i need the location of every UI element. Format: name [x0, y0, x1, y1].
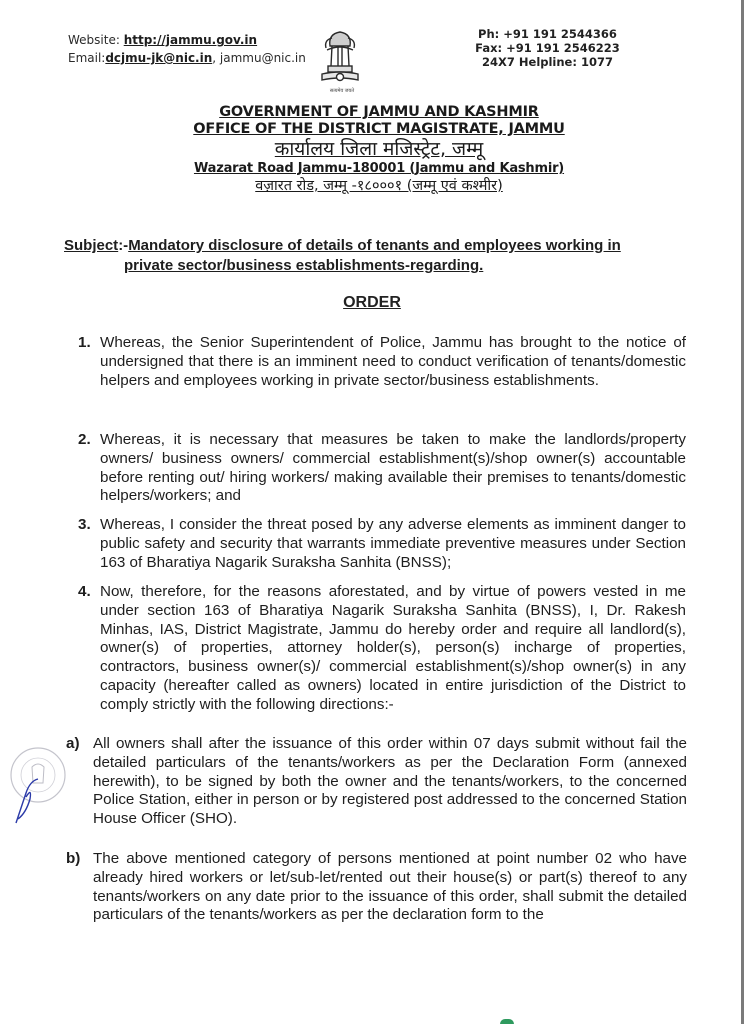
paragraph-4	[78, 583, 686, 715]
direction-a	[66, 735, 687, 829]
letterhead-contact-left	[68, 31, 306, 67]
signature-icon	[16, 779, 38, 823]
subject-line-2: private sector/business establishments-regarding.	[124, 257, 484, 274]
office-address-hindi: वज़ारत रोड, जम्मू -१८०००१ (जम्मू एवं कश्मीर)	[255, 178, 503, 194]
district-magistrate-seal-icon	[8, 735, 66, 825]
paragraph-text: Whereas, it is necessary that measures be taken to make the landlords/property owners/ business owners/ commercial establishment(s)/shop owner(s) accountable before renting out/ hiring workers/ making available their premises to tenants/domestic helpers/workers; and	[100, 431, 686, 505]
email-primary-link[interactable]: dcjmu-jk@nic.in	[105, 51, 213, 65]
direction-label: a)	[66, 735, 80, 752]
direction-b	[66, 850, 687, 925]
order-heading: ORDER	[343, 294, 401, 311]
letterhead-contact-right	[470, 27, 625, 69]
subject-line-1: Mandatory disclosure of details of tenants and employees working in	[128, 237, 621, 254]
emblem-motto: सत्यमेव जयते	[329, 88, 355, 94]
government-title: GOVERNMENT OF JAMMU AND KASHMIR	[219, 104, 539, 120]
direction-label: b)	[66, 850, 81, 867]
website-label: Website:	[68, 33, 124, 47]
paragraph-text: Whereas, I consider the threat posed by any adverse elements as imminent danger to public safety and security that warrants immediate preventive measures under Section 163 of Bharatiya Nagarik Suraksha Sanhita (BNSS);	[100, 516, 686, 571]
paragraph-text: Whereas, the Senior Superintendent of Police, Jammu has brought to the notice of undersigned that there is an imminent need to conduct verification of tenants/domestic helpers and employees working in private sector/business establishments.	[100, 334, 686, 389]
direction-text: All owners shall after the issuance of this order within 07 days submit without fail the detailed particulars of the tenants/workers as per the Declaration Form (annexed herewith), to be signed by both the owner and the tenants/workers, to the concerned Police Station, either in person or by registered post addressed to the concerned Station House Officer (SHO).	[93, 735, 687, 828]
email-separator: ,	[212, 51, 220, 65]
subject-block	[64, 236, 684, 276]
national-emblem-icon	[316, 26, 364, 88]
paragraph-number: 4.	[78, 583, 91, 600]
paragraph-2	[78, 431, 686, 506]
website-link[interactable]: http://jammu.gov.in	[123, 33, 258, 47]
subject-separator: :-	[118, 237, 129, 254]
paragraph-number: 1.	[78, 334, 91, 351]
paragraph-1	[78, 334, 686, 390]
paragraph-3	[78, 516, 686, 572]
office-title-hindi: कार्यालय जिला मजिस्ट्रेट, जम्मू	[274, 138, 484, 160]
email-line	[68, 49, 306, 67]
fax-number: Fax: +91 191 2546223	[475, 41, 620, 55]
green-marker	[500, 1019, 514, 1024]
direction-text: The above mentioned category of persons mentioned at point number 02 who have already hired workers or let/sub-let/rented out their house(s) or part(s) thereof to any tenants/workers on any date prior to the issuance of this order, shall submit the detailed particulars of the tenants/workers as per the declaration form to the	[93, 850, 687, 924]
helpline-number: 24X7 Helpline: 1077	[482, 55, 613, 69]
email-label: Email:	[68, 51, 106, 65]
subject-label: Subject	[64, 237, 119, 254]
paragraph-number: 3.	[78, 516, 91, 533]
paragraph-number: 2.	[78, 431, 91, 448]
office-address-english: Wazarat Road Jammu-180001 (Jammu and Kashmir)	[193, 161, 565, 176]
phone-number: Ph: +91 191 2544366	[478, 27, 617, 41]
office-title-block	[150, 104, 608, 195]
paragraph-text: Now, therefore, for the reasons aforestated, and by virtue of powers vested in me under section 163 of Bharatiya Nagarik Suraksha Sanhita (BNSS), I, Dr. Rakesh Minhas, IAS, District Magistrate, Jammu do hereby order and require all landlord(s), owner(s) of properties, attorney holder(s), person(s) incharge of properties, contractors, business owner(s)/ commercial establishment(s)/shop owner(s) in any capacity (hereafter called as owners) located in entire jurisdiction of the District to comply strictly with the following directions:-	[100, 583, 686, 713]
office-title: OFFICE OF THE DISTRICT MAGISTRATE, JAMMU	[193, 121, 565, 137]
website-line	[68, 31, 306, 49]
email-secondary: jammu@nic.in	[219, 51, 306, 65]
